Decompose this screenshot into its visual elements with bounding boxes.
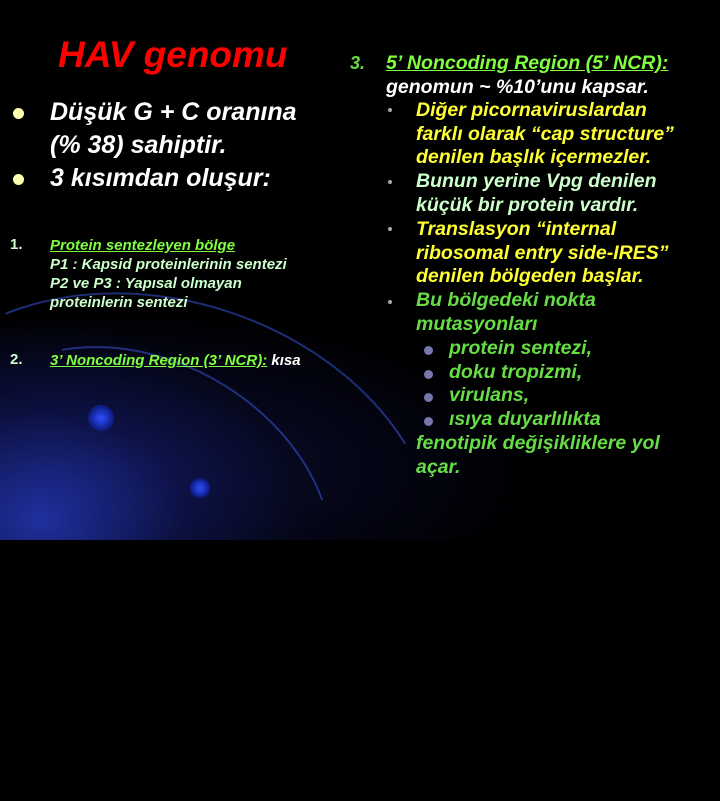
bullet-icon [388,300,392,304]
bullet-icon [424,370,433,379]
bullet-icon [424,417,433,426]
effect-item: virulans, [449,384,530,406]
part-3-heading: 5’ Noncoding Region (5’ NCR): genomun ~ %10’unu kapsar. [386,52,669,98]
list-number: 3. [350,53,366,73]
bullet-icon [388,108,392,112]
bullet-icon [13,174,24,185]
part-1-text: Protein sentezleyen bölge P1 : Kapsid proteinlerinin sentezi P2 ve P3 : Yapısal olmayan proteinlerin sentezi [50,237,287,311]
bullet-icon [424,393,433,402]
effect-item: protein sentezi, [449,337,593,359]
list-number: 1. [10,236,23,253]
bullet-icon [424,346,433,355]
slide-title: HAV genomu [58,34,288,75]
bullet-text: Düşük G + C oranına (% 38) sahiptir. [50,98,297,159]
bullet-icon [388,227,392,231]
sub-bullet-text: Diğer picornaviruslardan farklı olarak “cap structure” denilen başlık içermezler. [416,99,674,169]
bullet-icon [388,180,392,184]
bullet-text: 3 kısımdan oluşur: [50,164,271,192]
decorative-orb [88,405,114,431]
effect-item: ısıya duyarlılıkta [449,408,601,430]
closing-text: fenotipik değişikliklere yol açar. [416,432,660,478]
sub-bullet-text: Bu bölgedeki nokta mutasyonları [416,289,596,335]
part-2-text: 3’ Noncoding Region (3’ NCR): kısa [50,352,301,369]
sub-bullet-text: Bunun yerine Vpg denilen küçük bir protein vardır. [416,170,657,216]
decorative-orb [190,478,210,498]
effect-item: doku tropizmi, [449,361,583,383]
list-number: 2. [10,351,23,368]
bullet-icon [13,108,24,119]
sub-bullet-text: Translasyon “internal ribosomal entry side-IRES” denilen bölgeden başlar. [416,218,669,288]
